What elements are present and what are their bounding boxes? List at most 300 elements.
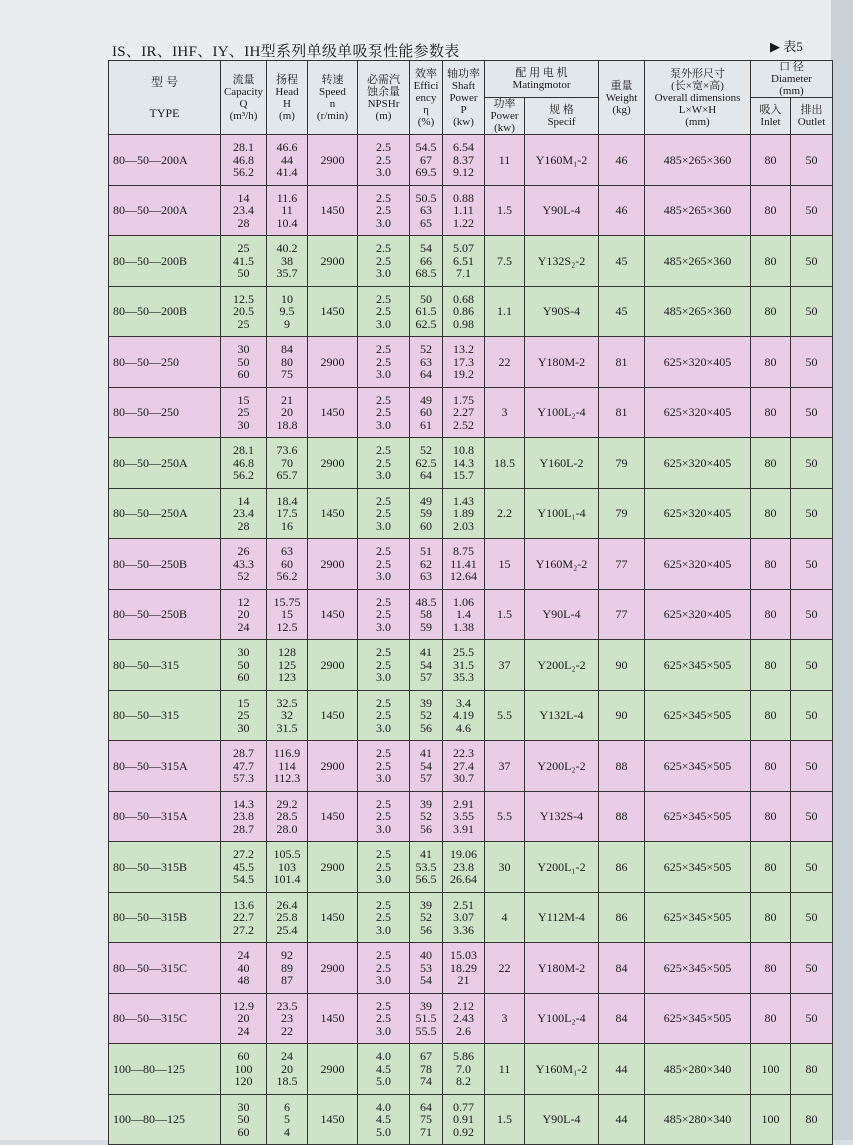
cell-weight: 86 [599,892,645,943]
cell-efficiency-value: 55.5 [415,1023,437,1038]
cell-capacity-value: 27.2 [233,847,254,861]
cell-capacity-value: 25 [237,316,250,331]
cell-shaft-power [443,892,485,943]
cell-dimensions: 625×320×405 [645,337,751,388]
cell-npsh-value: 2.5 [376,241,391,255]
cell-efficiency-value: 52 [420,342,432,356]
cell-npsh-value: 2.5 [376,594,391,609]
cell-shaft-power-value: 6.54 [453,140,474,154]
cell-efficiency-value: 67 [420,152,432,167]
cell-speed: 2900 [308,236,358,287]
cell-outlet: 50 [791,640,833,691]
table-row [109,488,833,539]
cell-efficiency-value: 41 [420,746,432,760]
cell-capacity-value: 28.7 [233,746,254,760]
cell-shaft-power-value: 2.6 [456,1023,471,1038]
cell-shaft-power [443,539,485,590]
cell-dimensions: 625×345×505 [645,741,751,792]
cell-npsh-value: 2.5 [376,190,391,205]
cell-efficiency [410,842,443,893]
cell-efficiency-value: 63 [420,354,432,369]
cell-capacity-value: 46.8 [233,455,254,470]
cell-outlet: 50 [791,539,833,590]
cell-capacity [221,539,267,590]
cell-dimensions: 625×320×405 [645,488,751,539]
cell-head-value: 92 [281,948,293,962]
cell-shaft-power-value: 35.3 [453,670,474,684]
cell-capacity-value: 28 [237,215,250,230]
cell-efficiency-value: 53.5 [415,859,437,874]
cell-inlet: 80 [751,690,791,741]
cell-outlet: 50 [791,286,833,337]
cell-npsh-value: 2.5 [376,1011,391,1025]
cell-weight: 45 [599,236,645,287]
cell-efficiency-value: 71 [420,1124,432,1139]
cell-weight: 90 [599,640,645,691]
cell-efficiency-value: 41 [420,847,432,861]
cell-outlet: 50 [791,438,833,489]
cell-capacity [221,690,267,741]
cell-npsh [358,438,410,489]
cell-dimensions: 625×345×505 [645,791,751,842]
cell-npsh-value: 2.5 [376,796,391,811]
cell-dimensions: 485×265×360 [645,185,751,236]
cell-motor-power: 1.5 [485,185,525,236]
cell-capacity-value: 40 [237,960,250,975]
cell-capacity [221,488,267,539]
cell-head-value: 116.9 [273,746,301,760]
cell-shaft-power-value: 2.12 [453,998,474,1013]
cell-shaft-power-value: 30.7 [453,771,474,785]
cell-capacity [221,1044,267,1095]
cell-efficiency [410,690,443,741]
cell-shaft-power [443,488,485,539]
cell-shaft-power-value: 0.86 [453,304,474,318]
cell-efficiency [410,387,443,438]
table-number-label: ▶ 表5 [770,39,803,54]
cell-shaft-power-value: 1.11 [453,203,474,217]
cell-capacity-value: 25 [237,241,250,255]
cell-npsh-value: 3.0 [376,468,391,482]
cell-head [267,185,308,236]
cell-head [267,438,308,489]
cell-head-value: 105.5 [273,847,301,861]
cell-outlet: 50 [791,337,833,388]
cell-head [267,337,308,388]
cell-npsh [358,337,410,388]
cell-capacity-value: 43.3 [233,556,254,571]
cell-dimensions: 625×320×405 [645,387,751,438]
cell-shaft-power [443,993,485,1044]
cell-head [267,387,308,438]
cell-capacity [221,387,267,438]
cell-speed: 1450 [308,993,358,1044]
cell-npsh [358,690,410,741]
cell-capacity-value: 14 [237,190,250,205]
cell-npsh-value: 2.5 [376,960,391,975]
cell-head-value: 23.5 [276,998,298,1013]
cell-motor-spec: Y100L₁-4 [525,488,599,539]
cell-head [267,236,308,287]
cell-capacity-value: 15 [237,695,250,710]
cell-speed: 2900 [308,640,358,691]
cell-npsh [358,286,410,337]
cell-motor-power: 5.5 [485,690,525,741]
cell-efficiency-value: 64 [420,367,432,381]
table-row [109,993,833,1044]
cell-capacity [221,286,267,337]
cell-head-value: 70 [281,455,293,470]
cell-head-value: 46.6 [276,140,298,154]
cell-motor-spec: Y90S-4 [525,286,599,337]
cell-head-value: 44 [281,152,293,167]
cell-model: 80—50—315B [109,892,221,943]
header-matingmotor: 配 用 电 机 Matingmotor [485,61,599,98]
cell-npsh-value: 3.0 [376,720,391,735]
header-head: 扬程 Head H (m) [267,61,308,135]
cell-inlet: 80 [751,589,791,640]
cell-head-value: 5 [284,1112,290,1126]
cell-head-value: 103 [278,859,296,874]
cell-npsh-value: 4.5 [376,1061,391,1076]
table-row [109,892,833,943]
cell-efficiency-value: 64 [420,468,432,482]
cell-dimensions: 625×320×405 [645,539,751,590]
cell-efficiency-value: 57 [420,771,432,785]
cell-inlet: 80 [751,337,791,388]
cell-npsh [358,1094,410,1145]
cell-head-value: 87 [281,973,293,987]
cell-npsh-value: 3.0 [376,771,391,785]
cell-head-value: 21 [281,392,293,407]
cell-dimensions: 485×280×340 [645,1094,751,1145]
header-shaft-power: 轴功率 Shaft Power P (kw) [443,61,485,135]
cell-shaft-power-value: 14.3 [453,455,474,470]
cell-dimensions: 485×265×360 [645,236,751,287]
cell-shaft-power-value: 3.36 [453,922,474,937]
cell-shaft-power-value: 2.91 [453,796,474,811]
cell-head [267,1044,308,1095]
cell-shaft-power-value: 3.4 [456,695,471,710]
cell-weight: 44 [599,1044,645,1095]
cell-npsh-value: 2.5 [376,443,391,457]
cell-inlet: 80 [751,993,791,1044]
cell-head-value: 6 [284,1099,290,1114]
cell-npsh-value: 3.0 [376,165,391,179]
cell-outlet: 80 [791,1094,833,1145]
cell-shaft-power [443,286,485,337]
cell-inlet: 80 [751,791,791,842]
cell-capacity-value: 120 [234,1074,253,1088]
cell-shaft-power-value: 5.86 [453,1049,474,1063]
cell-model: 100—80—125 [109,1094,221,1145]
table-body [109,135,833,1145]
header-weight: 重量 Weight (kg) [599,61,645,135]
cell-npsh [358,842,410,893]
cell-speed: 1450 [308,791,358,842]
cell-npsh-value: 3.0 [376,872,391,886]
cell-npsh-value: 2.5 [376,847,391,861]
cell-head-value: 15 [281,607,293,621]
cell-efficiency-value: 39 [420,998,432,1013]
cell-shaft-power-value: 15.7 [453,468,474,482]
cell-shaft-power-value: 27.4 [453,758,474,773]
cell-npsh-value: 3.0 [376,569,391,583]
cell-efficiency-value: 60 [420,405,432,419]
cell-inlet: 80 [751,135,791,186]
cell-shaft-power-value: 11.41 [450,556,477,571]
table-row [109,943,833,994]
cell-efficiency-value: 53 [420,960,432,975]
cell-head-value: 28.0 [276,821,298,836]
cell-weight: 77 [599,589,645,640]
cell-head-value: 25.8 [276,910,298,924]
cell-speed: 1450 [308,589,358,640]
cell-speed: 1450 [308,690,358,741]
cell-efficiency-value: 41 [420,645,432,659]
cell-model: 80—50—250B [109,589,221,640]
cell-capacity-value: 15 [237,392,250,407]
cell-weight: 90 [599,690,645,741]
cell-dimensions: 485×265×360 [645,135,751,186]
cell-dimensions: 625×345×505 [645,690,751,741]
cell-dimensions: 625×345×505 [645,993,751,1044]
cell-shaft-power-value: 13.2 [453,342,474,356]
cell-capacity-value: 30 [237,417,250,432]
cell-model: 80—50—200A [109,185,221,236]
cell-shaft-power-value: 0.68 [453,291,474,306]
cell-inlet: 80 [751,640,791,691]
cell-model: 80—50—315A [109,791,221,842]
cell-npsh-value: 2.5 [376,354,391,369]
cell-head-value: 60 [281,556,293,571]
table-row [109,741,833,792]
header-diameter: 口 径 Diameter (mm) [751,61,833,98]
cell-motor-power: 37 [485,741,525,792]
cell-motor-power: 18.5 [485,438,525,489]
cell-npsh-value: 2.5 [376,607,391,621]
cell-capacity-value: 48 [237,973,250,987]
cell-capacity [221,438,267,489]
table-row [109,690,833,741]
cell-head [267,892,308,943]
cell-capacity [221,589,267,640]
cell-shaft-power-value: 1.22 [453,215,474,230]
cell-npsh-value: 2.5 [376,859,391,874]
cell-shaft-power-value: 2.27 [453,405,474,419]
cell-efficiency-value: 60 [420,518,432,533]
cell-efficiency [410,892,443,943]
cell-npsh [358,539,410,590]
cell-head-value: 9 [284,316,290,331]
cell-capacity-value: 27.2 [233,922,254,937]
table-row [109,185,833,236]
cell-npsh-value: 2.5 [376,152,391,167]
cell-npsh-value: 3.0 [376,821,391,836]
cell-motor-power: 11 [485,135,525,186]
cell-inlet: 80 [751,741,791,792]
cell-head-value: 23 [281,1011,293,1025]
cell-efficiency-value: 52 [420,708,432,722]
cell-npsh-value: 2.5 [376,253,391,268]
cell-model: 80—50—250A [109,488,221,539]
cell-capacity-value: 24 [237,1023,250,1038]
cell-efficiency-value: 39 [420,796,432,811]
header-motor-spec: 规 格 Specif [525,98,599,135]
cell-efficiency [410,236,443,287]
cell-efficiency [410,135,443,186]
cell-capacity [221,1094,267,1145]
cell-npsh [358,387,410,438]
cell-shaft-power-value: 8.2 [456,1074,471,1088]
table-row [109,842,833,893]
cell-motor-spec: Y90L-4 [525,589,599,640]
cell-capacity-value: 41.5 [233,253,254,268]
cell-npsh-value: 2.5 [376,405,391,419]
cell-efficiency-value: 62.5 [415,455,437,470]
cell-head-value: 11 [281,203,293,217]
cell-model: 80—50—250A [109,438,221,489]
cell-motor-spec: Y100L₂-4 [525,993,599,1044]
cell-head [267,286,308,337]
cell-model: 80—50—315 [109,690,221,741]
cell-efficiency-value: 56 [420,821,432,836]
cell-capacity [221,791,267,842]
cell-npsh-value: 2.5 [376,948,391,962]
cell-head-value: 80 [281,354,293,369]
cell-speed: 2900 [308,1044,358,1095]
cell-shaft-power [443,387,485,438]
cell-npsh [358,135,410,186]
cell-motor-power: 11 [485,1044,525,1095]
cell-inlet: 80 [751,438,791,489]
cell-capacity-value: 60 [237,1049,250,1063]
cell-head [267,589,308,640]
table-row [109,539,833,590]
cell-model: 100—80—125 [109,1044,221,1095]
cell-capacity-value: 13.6 [233,897,254,912]
cell-weight: 84 [599,943,645,994]
cell-efficiency-value: 68.5 [415,266,437,280]
cell-shaft-power [443,438,485,489]
cell-motor-power: 5.5 [485,791,525,842]
cell-capacity-value: 20 [237,1011,250,1025]
cell-outlet: 50 [791,892,833,943]
cell-motor-power: 3 [485,387,525,438]
cell-capacity-value: 22.7 [233,910,254,924]
cell-npsh-value: 3.0 [376,417,391,432]
cell-npsh-value: 2.5 [376,493,391,508]
cell-npsh [358,236,410,287]
cell-efficiency-value: 48.5 [415,594,437,609]
cell-npsh-value: 2.5 [376,304,391,318]
cell-capacity [221,842,267,893]
cell-capacity-value: 28.1 [233,140,254,154]
cell-npsh [358,993,410,1044]
cell-motor-spec: Y160M₁-2 [525,135,599,186]
cell-head-value: 10 [281,291,293,306]
cell-outlet: 50 [791,690,833,741]
cell-motor-spec: Y200L₂-2 [525,640,599,691]
cell-head-value: 18.4 [276,493,298,508]
cell-shaft-power-value: 17.3 [453,354,474,369]
cell-efficiency-value: 66 [420,253,432,268]
cell-capacity-value: 30 [237,342,250,356]
cell-shaft-power-value: 19.06 [450,847,477,861]
cell-efficiency-value: 75 [420,1112,432,1126]
cell-dimensions: 625×320×405 [645,589,751,640]
cell-shaft-power-value: 22.3 [453,746,474,760]
cell-inlet: 80 [751,842,791,893]
cell-shaft-power-value: 12.64 [450,569,477,583]
cell-shaft-power [443,185,485,236]
header-efficiency: 效率 Effici ency η (%) [410,61,443,135]
cell-npsh [358,892,410,943]
cell-head-value: 18.5 [276,1074,298,1088]
cell-head [267,1094,308,1145]
cell-shaft-power-value: 1.89 [453,506,474,520]
cell-weight: 81 [599,337,645,388]
cell-capacity-value: 20.5 [233,304,254,318]
cell-shaft-power-value: 5.07 [453,241,474,255]
cell-motor-spec: Y200L₂-2 [525,741,599,792]
cell-motor-spec: Y180M-2 [525,943,599,994]
cell-head-value: 24 [281,1049,293,1063]
cell-npsh-value: 2.5 [376,657,391,672]
cell-dimensions: 625×320×405 [645,438,751,489]
cell-capacity-value: 23.4 [233,506,254,520]
cell-head-value: 28.5 [276,809,298,823]
table-row [109,791,833,842]
cell-motor-spec: Y160M₂-2 [525,539,599,590]
cell-shaft-power-value: 3.55 [453,809,474,823]
cell-motor-power: 1.5 [485,1094,525,1145]
cell-motor-spec: Y160M₁-2 [525,1044,599,1095]
cell-head-value: 11.6 [276,190,298,205]
cell-shaft-power-value: 8.75 [453,544,474,558]
table-row [109,236,833,287]
cell-motor-power: 1.1 [485,286,525,337]
cell-head-value: 18.8 [276,417,298,432]
cell-capacity-value: 25 [237,708,250,722]
cell-shaft-power-value: 0.92 [453,1124,474,1139]
cell-efficiency-value: 78 [420,1061,432,1076]
cell-weight: 77 [599,539,645,590]
cell-capacity-value: 60 [237,367,250,381]
cell-speed: 1450 [308,1094,358,1145]
cell-model: 80—50—315 [109,640,221,691]
cell-head-value: 20 [281,405,293,419]
cell-capacity-value: 56.2 [233,468,254,482]
cell-shaft-power-value: 6.51 [453,253,474,268]
cell-efficiency-value: 58 [420,607,432,621]
cell-outlet: 50 [791,791,833,842]
cell-head-value: 65.7 [276,468,298,482]
cell-motor-power: 3 [485,993,525,1044]
cell-head [267,741,308,792]
cell-shaft-power-value: 1.38 [453,619,474,634]
cell-capacity-value: 28.1 [233,443,254,457]
cell-efficiency-value: 54 [420,241,432,255]
cell-shaft-power [443,791,485,842]
header-speed: 转速 Speed n (r/min) [308,61,358,135]
cell-npsh-value: 2.5 [376,140,391,154]
cell-npsh [358,589,410,640]
cell-capacity [221,993,267,1044]
cell-motor-power: 22 [485,337,525,388]
cell-motor-power: 15 [485,539,525,590]
cell-motor-spec: Y90L-4 [525,185,599,236]
